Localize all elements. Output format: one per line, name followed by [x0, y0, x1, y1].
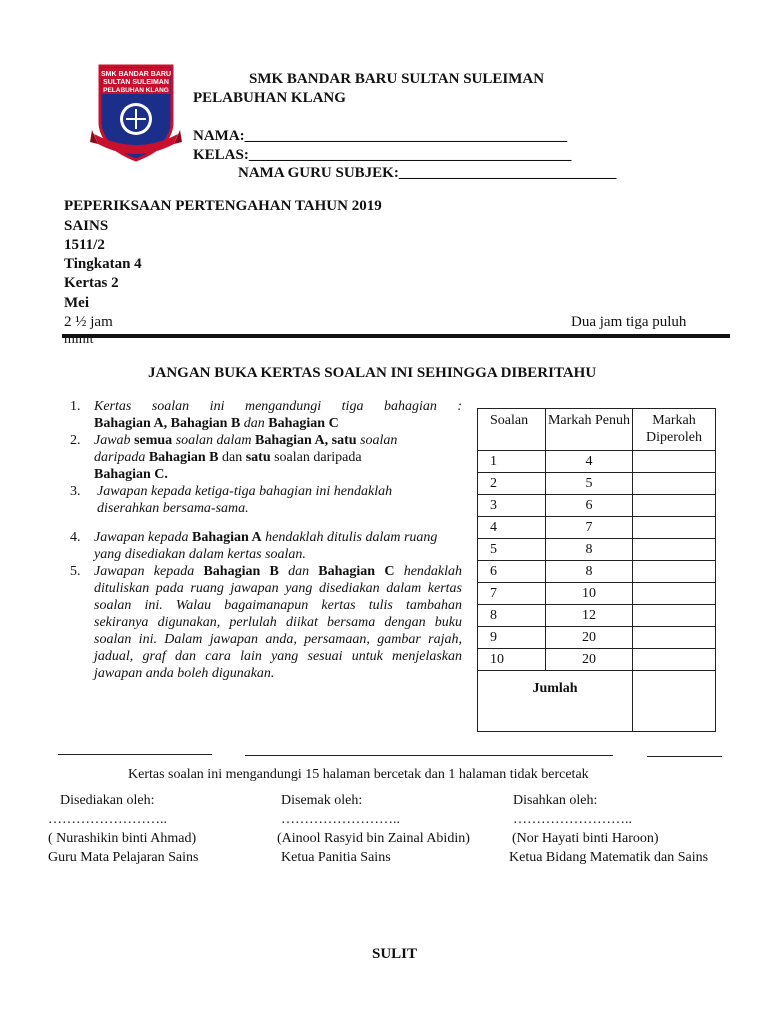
approved-role: Ketua Bidang Matematik dan Sains: [509, 850, 709, 865]
header-markah-penuh: Markah Penuh: [546, 409, 633, 451]
table-row: 3 6: [478, 495, 716, 517]
warning-notice: JANGAN BUKA KERTAS SOALAN INI SEHINGGA DIBERITAHU: [148, 365, 597, 381]
prepared-signature-line: ……………………..: [48, 812, 167, 827]
footer-divider: [245, 755, 613, 756]
table-row: 5 8: [478, 539, 716, 561]
instruction-2: 2. Jawab semua soalan dalam Bahagian A, satu soalan daripada Bahagian B dan satu soalan daripada Bahagian C.: [70, 433, 398, 482]
header-divider: [62, 334, 730, 338]
duration-wrap: minit: [64, 332, 94, 347]
teacher-field: NAMA GURU SUBJEK:_____________________________: [238, 165, 617, 181]
school-location: PELABUHAN KLANG: [193, 90, 346, 106]
instruction-5: 5. Jawapan kepada Bahagian B dan Bahagian C hendaklah dituliskan pada ruang jawapan yang disediakan dalam kertas soalan ini. Walau bagaimanapun kertas tulis tambahan sekiranya digunakan, perlulah diikat bersama dengan buku soalan ini. Dalam jawapan anda, persamaan, gambar rajah, jadual, graf dan cara lain yang sesuai untuk menjelaskan jawapan anda boleh digunakan.: [70, 564, 463, 681]
prepared-label: Disediakan oleh:: [60, 793, 155, 808]
confidential-label: SULIT: [372, 946, 418, 962]
table-row: 7 10: [478, 583, 716, 605]
name-field: NAMA:___________________________________________: [193, 128, 568, 144]
duration-long: Dua jam tiga puluh: [571, 314, 687, 330]
table-row: 6 8: [478, 561, 716, 583]
instruction-3: 3. Jawapan kepada ketiga-tiga bahagian ini hendaklah diserahkan bersama-sama.: [70, 484, 393, 516]
svg-text:PELABUHAN KLANG: PELABUHAN KLANG: [103, 87, 169, 94]
prepared-role: Guru Mata Pelajaran Sains: [48, 850, 199, 865]
class-field: KELAS:___________________________________________: [193, 147, 572, 163]
header-markah-diperoleh: Markah Diperoleh: [633, 409, 716, 451]
approved-name: (Nor Hayati binti Haroon): [512, 831, 659, 846]
exam-paper: Kertas 2: [64, 275, 119, 291]
exam-title: PEPERIKSAAN PERTENGAHAN TAHUN 2019: [64, 198, 382, 214]
checked-label: Disemak oleh:: [281, 793, 363, 808]
header-soalan: Soalan: [478, 409, 546, 451]
instruction-1: 1. Kertas soalan ini mengandungi tiga bahagian : Bahagian A, Bahagian B dan Bahagian C: [70, 399, 462, 431]
approved-signature-line: ……………………..: [513, 812, 632, 827]
page-count-note: Kertas soalan ini mengandungi 15 halaman bercetak dan 1 halaman tidak bercetak: [128, 767, 589, 782]
table-row: 2 5: [478, 473, 716, 495]
table-header-row: [478, 409, 716, 451]
table-row: 9 20: [478, 627, 716, 649]
table-row: 4 7: [478, 517, 716, 539]
school-crest-logo: [88, 64, 184, 164]
table-total-row: [478, 671, 716, 732]
footer-divider: [58, 754, 212, 755]
exam-month: Mei: [64, 295, 89, 311]
instruction-4: 4. Jawapan kepada Bahagian A hendaklah ditulis dalam ruang yang disediakan dalam kertas soalan.: [70, 530, 438, 562]
checked-role: Ketua Panitia Sains: [281, 850, 391, 865]
total-value: [633, 671, 716, 732]
duration-short: 2 ½ jam: [64, 314, 113, 330]
total-label: Jumlah: [478, 671, 633, 732]
footer-divider: [647, 756, 722, 757]
table-row: 10 20: [478, 649, 716, 671]
checked-name: (Ainool Rasyid bin Zainal Abidin): [277, 831, 470, 846]
exam-subject: SAINS: [64, 218, 109, 234]
svg-text:SMK BANDAR BARU: SMK BANDAR BARU: [101, 71, 171, 78]
marks-table: [477, 408, 716, 732]
approved-label: Disahkan oleh:: [513, 793, 598, 808]
instructions-list: [64, 398, 462, 682]
school-name: SMK BANDAR BARU SULTAN SULEIMAN: [249, 71, 545, 87]
prepared-name: ( Nurashikin binti Ahmad): [48, 831, 197, 846]
exam-level: Tingkatan 4: [64, 256, 142, 272]
exam-code: 1511/2: [64, 237, 105, 253]
table-row: 1 4: [478, 451, 716, 473]
table-row: 8 12: [478, 605, 716, 627]
svg-text:SULTAN SULEIMAN: SULTAN SULEIMAN: [103, 79, 169, 86]
checked-signature-line: ……………………..: [281, 812, 400, 827]
